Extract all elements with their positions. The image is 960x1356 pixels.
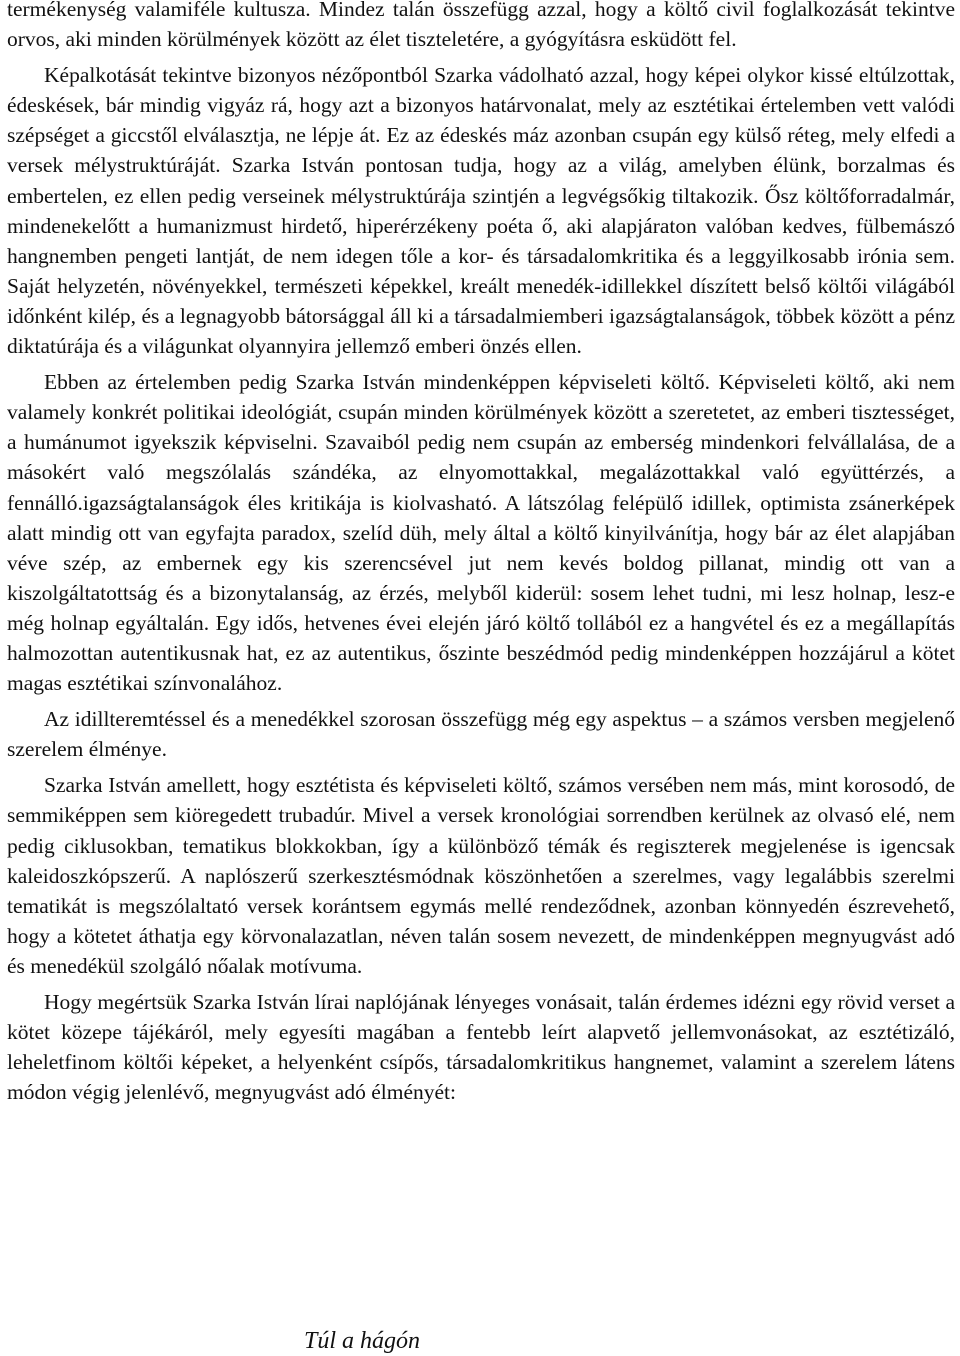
document-body [7, 0, 955, 1113]
paragraph-continuation: termékenység valamiféle kultusza. Mindez talán összefügg azzal, hogy a költő civil foglalkozását tekintve orvos, aki minden körülmények között az élet tiszteletére, a gyógyításra esküdött fel. [7, 0, 955, 52]
paragraph-poem-intro: Hogy megértsük Szarka István lírai naplójának lényeges vonásait, talán érdemes idézni egy rövid verset a kötet közepe tájékáról, mely egyesíti magában a fentebb leírt alapvető jellemvonásokat, az esztétizáló, leheletfinom költői képeket, a helyenként csípős, társadalomkritikus hangnemet, valamint a szerelem látens módon végig jelenlévő, megnyugvást adó élményét: [7, 990, 955, 1105]
paragraph-troubadour: Szarka István amellett, hogy esztétista és képviseleti költő, számos versében nem más, mint korosodó, de semmiképpen sem kiöregedett trubadúr. Mivel a versek kronológiai sorrendben kerülnek az olvasó elé, nem pedig ciklusokban, tematikus blokkokban, így a különböző témák és regiszterek megjelenése is igencsak kaleidoszkópszerű. A naplószerű szerkesztésmódnak köszönhetően a szerelmes, vagy legalábbis szerelmi tematikát is megszólaltató versek korántsem egymás mellé rendeződnek, azonban könnyedén észrevehető, hogy a kötetet áthatja egy körvonalazatlan, néven talán sosem nevezett, de mindenképpen megnyugvást adó és menedékül szolgáló nőalak motívuma. [7, 773, 955, 978]
paragraph-idyll-aspect: Az idillteremtéssel és a menedékkel szorosan összefügg még egy aspektus – a számos versben megjelenő szerelem élménye. [7, 707, 955, 762]
paragraph-representative-poet: Ebben az értelemben pedig Szarka István mindenképpen képviseleti költő. Képviseleti költő, aki nem valamely konkrét politikai ideológiát, csupán minden körülmények között a szeretetet, az emberi tisztességet, a humánumot igyekszik képviselni. Szavaiból pedig nem csupán az emberség mindenkori felvállalása, de a másokért való megszólalás szándéka, az elnyomottakkal, megalázottakkal való együttérzés, a fennálló.igazságtalanságok éles kritikája is kiolvasható. A látszólag felépülő idillek, optimista zsánerképek alatt mindig ott van egyfajta paradox, szelíd düh, mely által a költő kinyilvánítja, hogy bár az élet alapjában véve szép, az embernek egy kis szerencsével jut nem kevés boldog pillanat, mindig ott van a kiszolgáltatottság és a bizonytalanság, az érzés, melyből kiderül: sosem lehet tudni, mi lesz holnap, lesz-e még holnap egyáltalán. Egy idős, hetvenes évei elején járó költő tollából ez a hangvétel és ez a megállapítás halmozottan autentikusnak hat, ez az autentikus, őszinte beszédmód pedig mindenképpen hozzájárul a kötet magas esztétikai színvonalához. [7, 370, 955, 696]
poem-title: Túl a hágón [304, 1328, 421, 1354]
paragraph-imagery: Képalkotását tekintve bizonyos nézőpontból Szarka vádolható azzal, hogy képei olykor kissé eltúlzottak, édeskések, bár mindig vigyáz rá, hogy azt a bizonyos határvonalat, mely az esztétikai értelemben vett valódi szépséget a giccstől elválasztja, ne lépje át. Ez az édeskés máz azonban csupán egy külső réteg, mely elfedi a versek mélystruktúráját. Szarka István pontosan tudja, hogy az a világ, amelyben élünk, borzalmas és embertelen, ez ellen pedig verseinek mélystruktúrája szintjén a legvégsőkig tiltakozik. Ősz költőforradalmár, mindenekelőtt a humanizmust hirdető, hiperérzékeny poéta ő, aki alapjáraton valóban kedves, fülbemászó hangnemben pengeti lantját, de nem idegen tőle a kor- és társadalomkritika és a leggyilkosabb irónia sem. Saját helyzetén, növényekkel, természeti képekkel, kreált menedék-idillekkel díszített belső költői világából időnként kilép, és a legnagyobb bátorsággal áll ki a társadalmiemberi igazságtalanságok, többek között a pénz diktatúrája és a világunkat olyannyira jellemző emberi önzés ellen. [7, 63, 955, 359]
